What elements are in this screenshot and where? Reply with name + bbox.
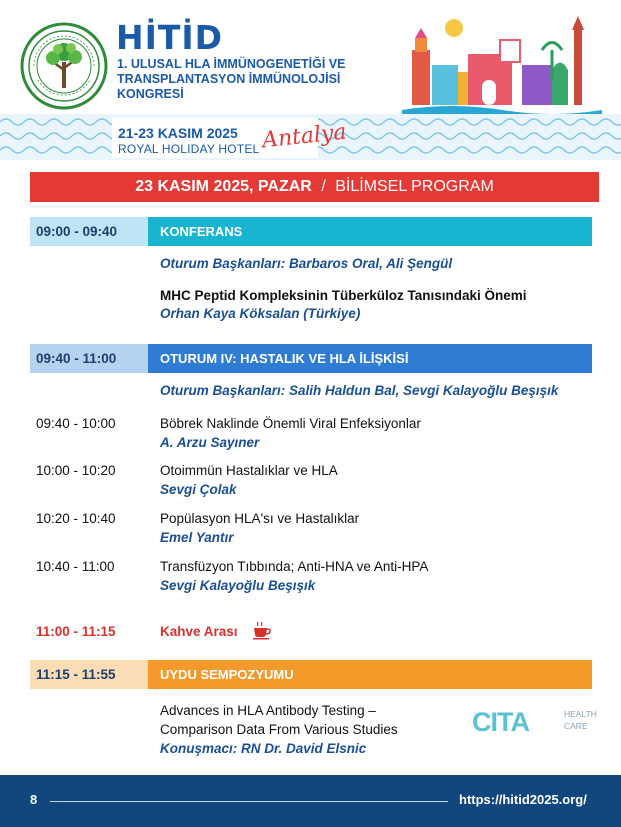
congress-dates: 21-23 KASIM 2025	[118, 125, 238, 141]
session-header-session-iv	[30, 344, 592, 373]
talk-title: MHC Peptid Kompleksinin Tüberküloz Tanısındaki Önemi	[160, 288, 527, 303]
talk-time: 09:40 - 10:00	[36, 416, 116, 431]
congress-title	[117, 57, 387, 102]
talk-time: 10:40 - 11:00	[36, 559, 115, 574]
congress-city-script: Antalya	[260, 119, 348, 154]
session-name: OTURUM IV: HASTALIK VE HLA İLİŞKİSİ	[148, 344, 592, 373]
association-seal-logo	[20, 22, 108, 110]
session-time: 11:15 - 11:55	[30, 660, 148, 689]
talk-title: Otoimmün Hastalıklar ve HLA	[160, 463, 338, 478]
talk-speaker: Sevgi Çolak	[160, 482, 237, 497]
session-header-satellite	[30, 660, 592, 689]
session-time: 09:40 - 11:00	[30, 344, 148, 373]
talk-title: Advances in HLA Antibody Testing –	[160, 703, 376, 718]
page-number: 8	[30, 792, 38, 807]
sponsor-logo	[472, 705, 597, 737]
sponsor-tagline: HEALTH	[564, 709, 597, 719]
sponsor-tagline: CARE	[564, 721, 588, 731]
coffee-cup-icon	[252, 620, 272, 640]
day-heading-bar	[30, 172, 599, 202]
footer-divider	[50, 801, 448, 802]
talk-title: Popülasyon HLA'sı ve Hastalıklar	[160, 511, 360, 526]
day-program-label: BİLİMSEL PROGRAM	[335, 178, 494, 195]
talk-speaker: Sevgi Kalayoğlu Beşışık	[160, 578, 316, 593]
sponsor-logo-text: CITA	[472, 707, 529, 737]
talk-title: Comparison Data From Various Studies	[160, 722, 398, 737]
session-name: KONFERANS	[148, 217, 592, 246]
congress-venue: ROYAL HOLIDAY HOTEL	[118, 142, 260, 156]
talk-time: 10:20 - 10:40	[36, 511, 116, 526]
session-chairs: Oturum Başkanları: Salih Haldun Bal, Sevgi Kalayoğlu Beşışık	[160, 383, 559, 398]
break-time: 11:00 - 11:15	[36, 624, 116, 639]
session-name: UYDU SEMPOZYUMU	[148, 660, 592, 689]
talk-time: 10:00 - 10:20	[36, 463, 116, 478]
congress-title-line: KONGRESİ	[117, 87, 184, 101]
break-label: Kahve Arası	[160, 624, 238, 639]
antalya-skyline-illustration	[402, 10, 602, 120]
day-separator: /	[321, 178, 326, 195]
talk-speaker: A. Arzu Sayıner	[160, 435, 260, 450]
congress-header	[0, 0, 621, 170]
talk-title: Transfüzyon Tıbbında; Anti-HNA ve Anti-HPA	[160, 559, 429, 574]
website-link[interactable]: https://hitid2025.org/	[459, 792, 587, 807]
session-chairs: Oturum Başkanları: Barbaros Oral, Ali Şengül	[160, 256, 453, 271]
congress-title-line: 1. ULUSAL HLA İMMÜNOGENETİĞİ VE	[117, 57, 346, 71]
day-date: 23 KASIM 2025, PAZAR	[135, 178, 312, 195]
page-footer	[0, 775, 621, 827]
congress-title-line: TRANSPLANTASYON İMMÜNOLOJİSİ	[117, 72, 341, 86]
talk-speaker: Konuşmacı: RN Dr. David Elsnic	[160, 741, 367, 756]
congress-brand: HİTİD	[116, 18, 224, 57]
talk-speaker: Orhan Kaya Köksalan (Türkiye)	[160, 306, 361, 321]
session-time: 09:00 - 09:40	[30, 217, 148, 246]
session-header-conference	[30, 217, 592, 246]
talk-title: Böbrek Naklinde Önemli Viral Enfeksiyonlar	[160, 416, 421, 431]
talk-speaker: Emel Yantır	[160, 530, 234, 545]
